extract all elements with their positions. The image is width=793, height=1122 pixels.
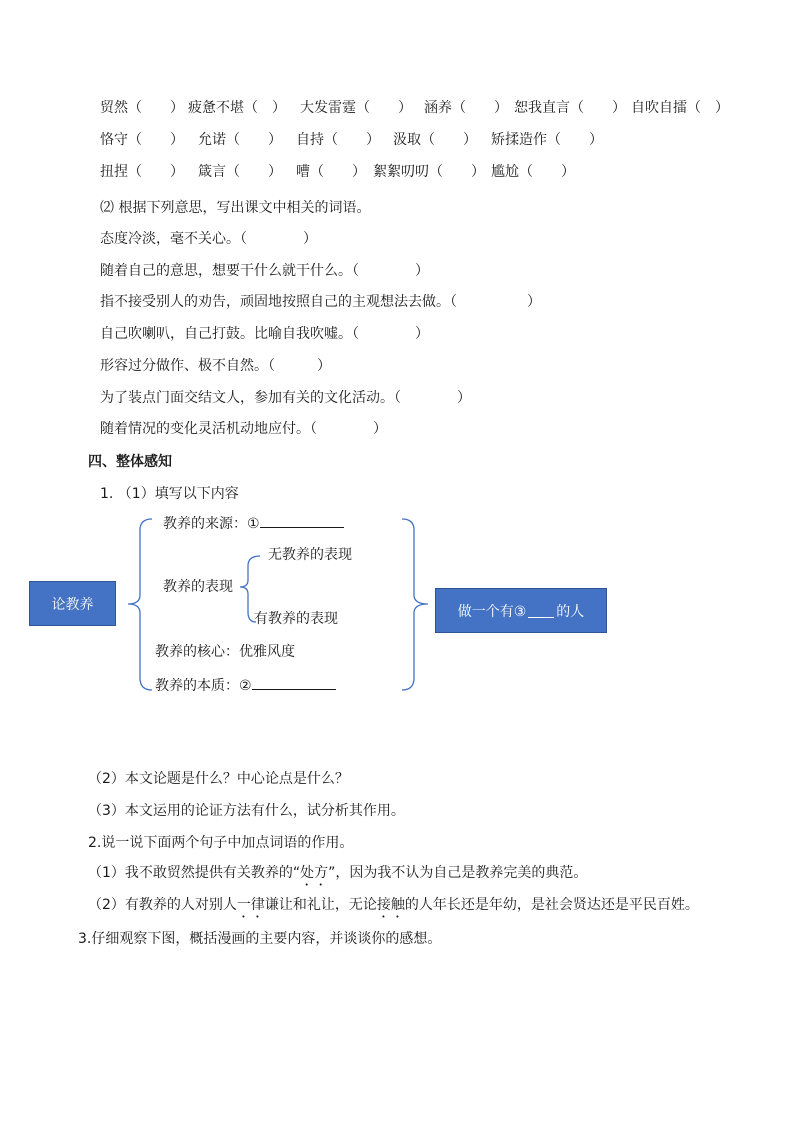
question-1-2: （2）本文论题是什么？中心论点是什么？ [88,771,349,787]
result-suffix: 的人 [556,603,585,620]
vocab-item: 箴言（ ） [198,164,282,180]
question-2-2 [88,896,699,921]
vocab-item: 自吹自擂（ ） [631,100,729,116]
vocab-item: 涵养（ ） [424,100,508,116]
vocab-item: 汲取（ ） [393,132,477,148]
sentence-part: 的人年长还是年幼，是社会贤达还是平民百姓。 [404,897,699,913]
source-label: 教养的来源：① [163,516,260,532]
section-heading: 四、整体感知 [88,454,172,470]
root-node: 论教养 [29,581,116,626]
with-manners-node: 有教养的表现 [254,611,338,627]
core-node: 教养的核心：优雅风度 [155,644,295,660]
sentence-part: ”，因为我不认为自己是教养完美的典范。 [328,865,588,881]
vocab-item: 贸然（ ） [100,100,184,116]
q1-label: 1. （1）填写以下内容 [100,486,239,502]
no-manners-node: 无教养的表现 [268,547,352,563]
question-2: 2.说一说下面两个句子中加点词语的作用。 [88,835,354,851]
right-brace [402,519,428,690]
question-3: 3.仔细观察下图，概括漫画的主要内容，并谈谈你的感想。 [78,931,442,947]
vocab-item: 自持（ ） [296,132,380,148]
sentence-part: 谦让和礼让，无论 [264,897,377,913]
sentence-part: （1）我不敢贸然提供有关教养的“ [88,865,301,881]
question-1-3: （3）本文运用的论证方法有什么，试分析其作用。 [88,803,405,819]
dotted-word: 处方 [300,865,329,881]
vocab-item: 恪守（ ） [100,132,184,148]
definition-item: 为了装点门面交结文人，参加有关的文化活动。（ ） [100,390,471,406]
vocab-item: 扭捏（ ） [100,164,184,180]
result-node [435,588,607,633]
dotted-word: 接触 [376,897,405,913]
vocab-item: 絮絮叨叨（ ） [373,164,485,180]
result-prefix: 做一个有③ [457,603,527,620]
definition-item: 随着自己的意思，想要干什么就干什么。（ ） [100,263,429,279]
answer-blank-2[interactable] [252,675,336,690]
vocab-item: 嘈（ ） [296,164,366,180]
definition-item: 形容过分做作、极不自然。（ ） [100,358,331,374]
q2-title: ⑵ 根据下列意思，写出课文中相关的词语。 [100,200,371,216]
essence-node [155,675,336,695]
answer-blank-3[interactable] [528,603,554,618]
vocab-item: 允诺（ ） [198,132,282,148]
definition-item: 指不接受别人的劝告，顽固地按照自己的主观想法去做。（ ） [100,294,541,310]
sentence-part: （2）有教养的人对别人 [88,897,237,913]
definition-item: 态度冷淡，毫不关心。（ ） [100,231,317,247]
vocab-item: 恕我直言（ ） [514,100,626,116]
vocab-item: 尴尬（ ） [491,164,575,180]
dotted-word: 一律 [236,897,265,913]
vocab-item: 大发雷霆（ ） [300,100,412,116]
definition-item: 随着情况的变化灵活机动地应付。（ ） [100,421,387,437]
definition-item: 自己吹喇叭，自己打鼓。比喻自我吹嘘。（ ） [100,326,429,342]
vocab-item: 矫揉造作（ ） [491,132,603,148]
essence-label: 教养的本质：② [155,678,252,694]
performance-node: 教养的表现 [163,579,233,595]
left-brace [128,519,152,690]
question-2-1 [88,864,587,889]
vocab-item: 疲惫不堪（ ） [188,100,286,116]
answer-blank-1[interactable] [260,513,344,528]
source-node [163,513,344,533]
